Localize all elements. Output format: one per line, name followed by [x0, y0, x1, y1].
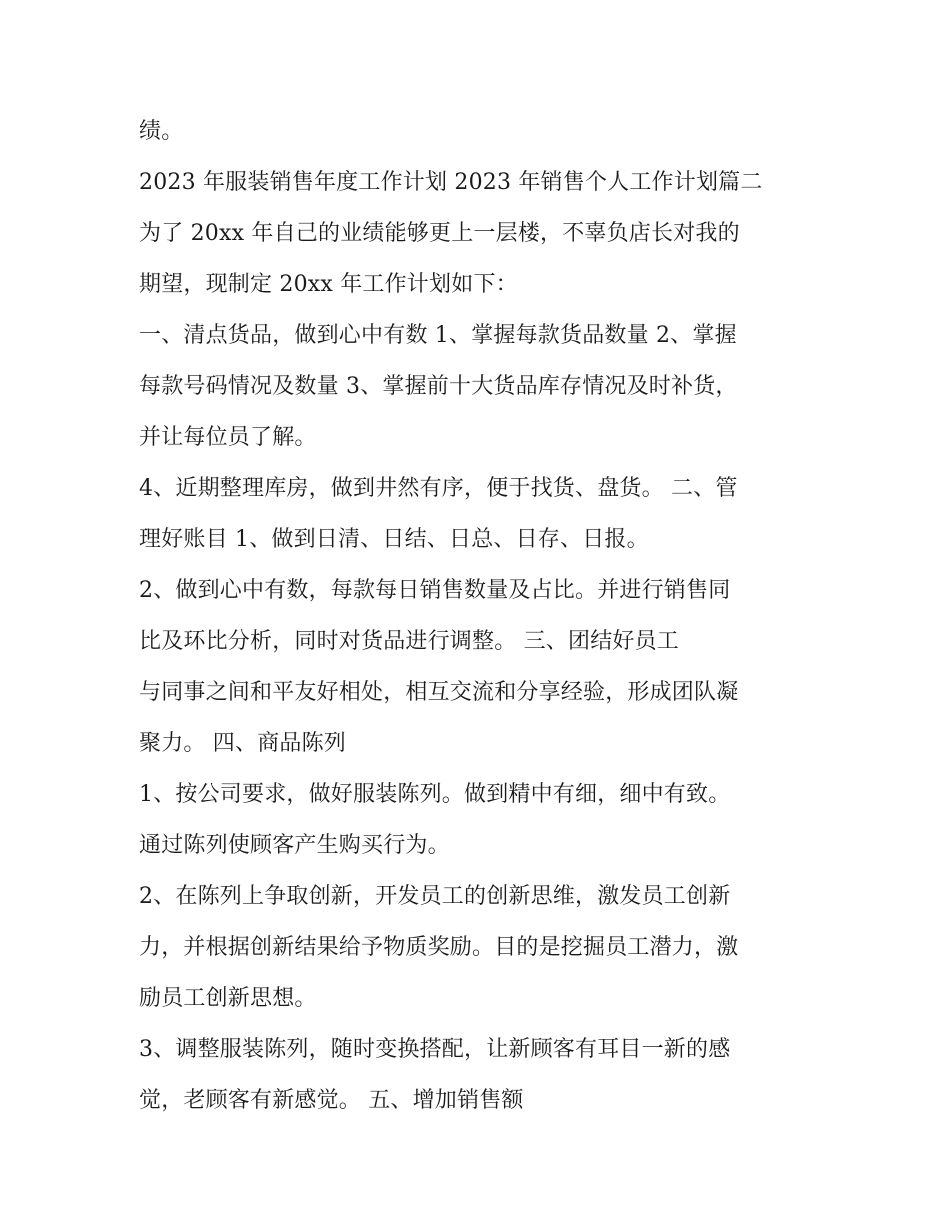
text-line: 聚力。 四、商品陈列 [139, 731, 346, 756]
text-line: 一、清点货品，做到心中有数 1、掌握每款货品数量 2、掌握 [139, 323, 737, 348]
text-line: 通过陈列使顾客产生购买行为。 [139, 833, 450, 858]
text-line: 与同事之间和平友好相处，相互交流和分享经验，形成团队凝 [139, 680, 739, 705]
text-line: 并让每位员了解。 [139, 425, 317, 450]
text-line: 2、在陈列上争取创新，开发员工的创新思维，激发员工创新 [139, 884, 731, 909]
text-line: 绩。 [139, 119, 184, 144]
text-line: 2023 年服装销售年度工作计划 2023 年销售个人工作计划篇二 [139, 170, 763, 195]
text-line: 1、按公司要求，做好服装陈列。做到精中有细，细中有致。 [139, 782, 731, 807]
text-line: 觉，老顾客有新感觉。 五、增加销售额 [139, 1088, 524, 1113]
text-line: 每款号码情况及数量 3、掌握前十大货品库存情况及时补货， [139, 374, 738, 399]
text-line: 力，并根据创新结果给予物质奖励。目的是挖掘员工潜力，激 [139, 935, 739, 960]
text-line: 励员工创新思想。 [139, 986, 317, 1011]
text-line: 理好账目 1、做到日清、日结、日总、日存、日报。 [139, 527, 649, 552]
text-line: 2、做到心中有数，每款每日销售数量及占比。并进行销售同 [139, 578, 731, 603]
text-line: 为了 20xx 年自己的业绩能够更上一层楼，不辜负店长对我的 [139, 221, 740, 246]
text-line: 比及环比分析，同时对货品进行调整。 三、团结好员工 [139, 629, 679, 654]
text-line: 期望，现制定 20xx 年工作计划如下： [139, 272, 518, 297]
text-line: 4、近期整理库房，做到井然有序，便于找货、盘货。 二、管 [139, 476, 738, 501]
text-line: 3、调整服装陈列，随时变换搭配，让新顾客有耳目一新的感 [139, 1037, 731, 1062]
document-body [139, 106, 829, 1126]
